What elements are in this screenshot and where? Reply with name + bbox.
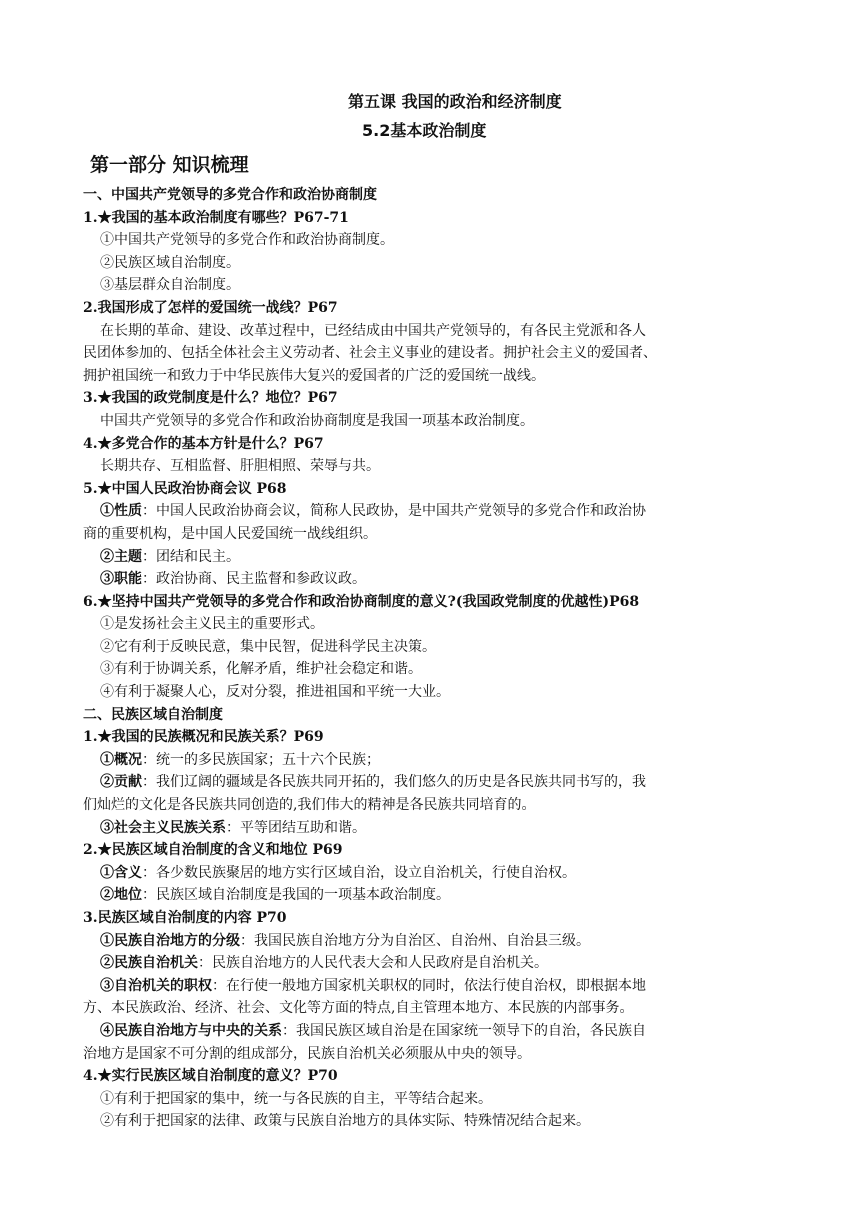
line-text: 们灿烂的文化是各民族共同创造的,我们伟大的精神是各民族共同培育的。 (83, 797, 536, 814)
answer-line (83, 500, 783, 523)
answer-line (83, 636, 783, 659)
answer-line (83, 1088, 783, 1111)
line-text: 商的重要机构，是中国人民爱国统一战线组织。 (83, 525, 377, 542)
line-text: ③基层群众自治制度。 (100, 277, 240, 294)
answer-line (83, 320, 783, 343)
term-label: ①概况 (100, 751, 142, 768)
line-text: 1.★我国的民族概况和民族关系？P69 (83, 729, 324, 746)
lesson-title: 第五课 我国的政治和经济制度 (348, 92, 562, 111)
answer-line (83, 771, 783, 794)
line-text: ③有利于协调关系，化解矛盾，维护社会稳定和谐。 (100, 661, 422, 678)
answer-line (83, 229, 783, 252)
line-text: 3.民族区域自治制度的内容 P70 (83, 910, 287, 926)
answer-line (83, 975, 783, 998)
part-heading: 第一部分 知识梳理 (90, 154, 249, 176)
line-text: 二、民族区域自治制度 (83, 706, 223, 723)
question-heading (83, 207, 783, 230)
answer-line (83, 930, 783, 953)
line-text: ：我们辽阔的疆域是各民族共同开拓的，我们悠久的历史是各民族共同书写的，我 (142, 774, 646, 791)
line-text: 长期共存、互相监督、肝胆相照、荣辱与共。 (100, 458, 380, 475)
term-label: ②民族自治机关 (100, 955, 198, 972)
continuation-line (83, 794, 783, 817)
line-text: ：政治协商、民主监督和参政议政。 (142, 571, 366, 588)
answer-line (83, 546, 783, 569)
line-text: ②民族区域自治制度。 (100, 254, 240, 271)
line-text: 民团体参加的、包括全体社会主义劳动者、社会主义事业的建设者。拥护社会主义的爱国者、 (83, 345, 657, 362)
line-text: 拥护祖国统一和致力于中华民族伟大复兴的爱国者的广泛的爱国统一战线。 (83, 367, 545, 384)
answer-line (83, 862, 783, 885)
answer-line (83, 884, 783, 907)
term-label: ③自治机关的职权 (100, 977, 212, 994)
answer-line (83, 1110, 783, 1133)
term-label: ②地位 (100, 887, 142, 904)
line-text: ：民族区域自治制度是我国的一项基本政治制度。 (142, 887, 450, 904)
line-text: ：我国民族区域自治是在国家统一领导下的自治，各民族自 (282, 1022, 646, 1039)
question-heading (83, 726, 783, 749)
document-body (83, 184, 783, 1133)
line-text: ①有利于把国家的集中，统一与各民族的自主，平等结合起来。 (100, 1090, 492, 1107)
continuation-line (83, 365, 783, 388)
question-heading (83, 387, 783, 410)
term-label: ④民族自治地方与中央的关系 (100, 1022, 282, 1039)
answer-line (83, 455, 783, 478)
answer-line (83, 681, 783, 704)
line-text: 6.★坚持中国共产党领导的多党合作和政治协商制度的意义?(我国政党制度的优越性)P68 (83, 593, 640, 610)
line-text: ②有利于把国家的法律、政策与民族自治地方的具体实际、特殊情况结合起来。 (100, 1113, 590, 1130)
line-text: ：团结和民主。 (142, 548, 240, 565)
answer-line (83, 749, 783, 772)
term-label: ①含义 (100, 864, 142, 881)
line-text: ：中国人民政治协商会议，简称人民政协，是中国共产党领导的多党合作和政治协 (142, 503, 646, 520)
question-heading (83, 297, 783, 320)
line-text: 5.★中国人民政治协商会议 P68 (83, 480, 287, 497)
term-label: ②贡献 (100, 774, 142, 791)
line-text: ：在行使一般地方国家机关职权的同时，依法行使自治权，即根据本地 (212, 977, 646, 994)
answer-line (83, 658, 783, 681)
section-heading (83, 704, 783, 727)
question-heading (83, 591, 783, 614)
answer-line (83, 613, 783, 636)
question-heading (83, 839, 783, 862)
section-heading (83, 184, 783, 207)
term-label: ③社会主义民族关系 (100, 819, 226, 836)
line-text: 一、中国共产党领导的多党合作和政治协商制度 (83, 187, 377, 203)
answer-line (83, 568, 783, 591)
question-heading (83, 1065, 783, 1088)
term-label: ①民族自治地方的分级 (100, 932, 240, 949)
line-text: 3.★我国的政党制度是什么？地位？P67 (83, 390, 338, 407)
answer-line (83, 817, 783, 840)
answer-line (83, 1020, 783, 1043)
line-text: ①是发扬社会主义民主的重要形式。 (100, 616, 324, 633)
line-text: ④有利于凝聚人心，反对分裂，推进祖国和平统一大业。 (100, 684, 450, 701)
answer-line (83, 410, 783, 433)
line-text: 方、本民族政治、经济、社会、文化等方面的特点,自主管理本地方、本民族的内部事务。 (83, 1000, 634, 1017)
lesson-subtitle: 5.2基本政治制度 (362, 121, 487, 140)
term-label: ①性质 (100, 503, 142, 520)
term-label: ②主题 (100, 548, 142, 565)
line-text: ：我国民族自治地方分为自治区、自治州、自治县三级。 (240, 932, 590, 949)
line-text: 4.★多党合作的基本方针是什么？P67 (83, 435, 324, 452)
line-text: 2.★民族区域自治制度的含义和地位 P69 (83, 842, 343, 859)
line-text: 1.★我国的基本政治制度有哪些？P67-71 (83, 209, 349, 226)
answer-line (83, 952, 783, 975)
line-text: ②它有利于反映民意，集中民智，促进科学民主决策。 (100, 638, 436, 655)
term-label: ③职能 (100, 571, 142, 588)
line-text: 在长期的革命、建设、改革过程中，已经结成由中国共产党领导的，有各民主党派和各人 (100, 322, 646, 339)
line-text: ①中国共产党领导的多党合作和政治协商制度。 (100, 232, 394, 249)
line-text: 治地方是国家不可分割的组成部分，民族自治机关必须服从中央的领导。 (83, 1045, 531, 1062)
line-text: ：统一的多民族国家；五十六个民族； (142, 751, 380, 768)
question-heading (83, 433, 783, 456)
answer-line (83, 252, 783, 275)
line-text: ：各少数民族聚居的地方实行区域自治，设立自治机关，行使自治权。 (142, 864, 576, 881)
line-text: 4.★实行民族区域自治制度的意义？P70 (83, 1068, 338, 1085)
continuation-line (83, 997, 783, 1020)
continuation-line (83, 1043, 783, 1066)
question-heading (83, 907, 783, 930)
line-text: ：平等团结互助和谐。 (226, 819, 366, 836)
line-text: ：民族自治地方的人民代表大会和人民政府是自治机关。 (198, 955, 548, 972)
line-text: 中国共产党领导的多党合作和政治协商制度是我国一项基本政治制度。 (100, 412, 534, 429)
continuation-line (83, 523, 783, 546)
continuation-line (83, 342, 783, 365)
answer-line (83, 274, 783, 297)
question-heading (83, 478, 783, 501)
line-text: 2.我国形成了怎样的爱国统一战线？P67 (83, 299, 338, 316)
